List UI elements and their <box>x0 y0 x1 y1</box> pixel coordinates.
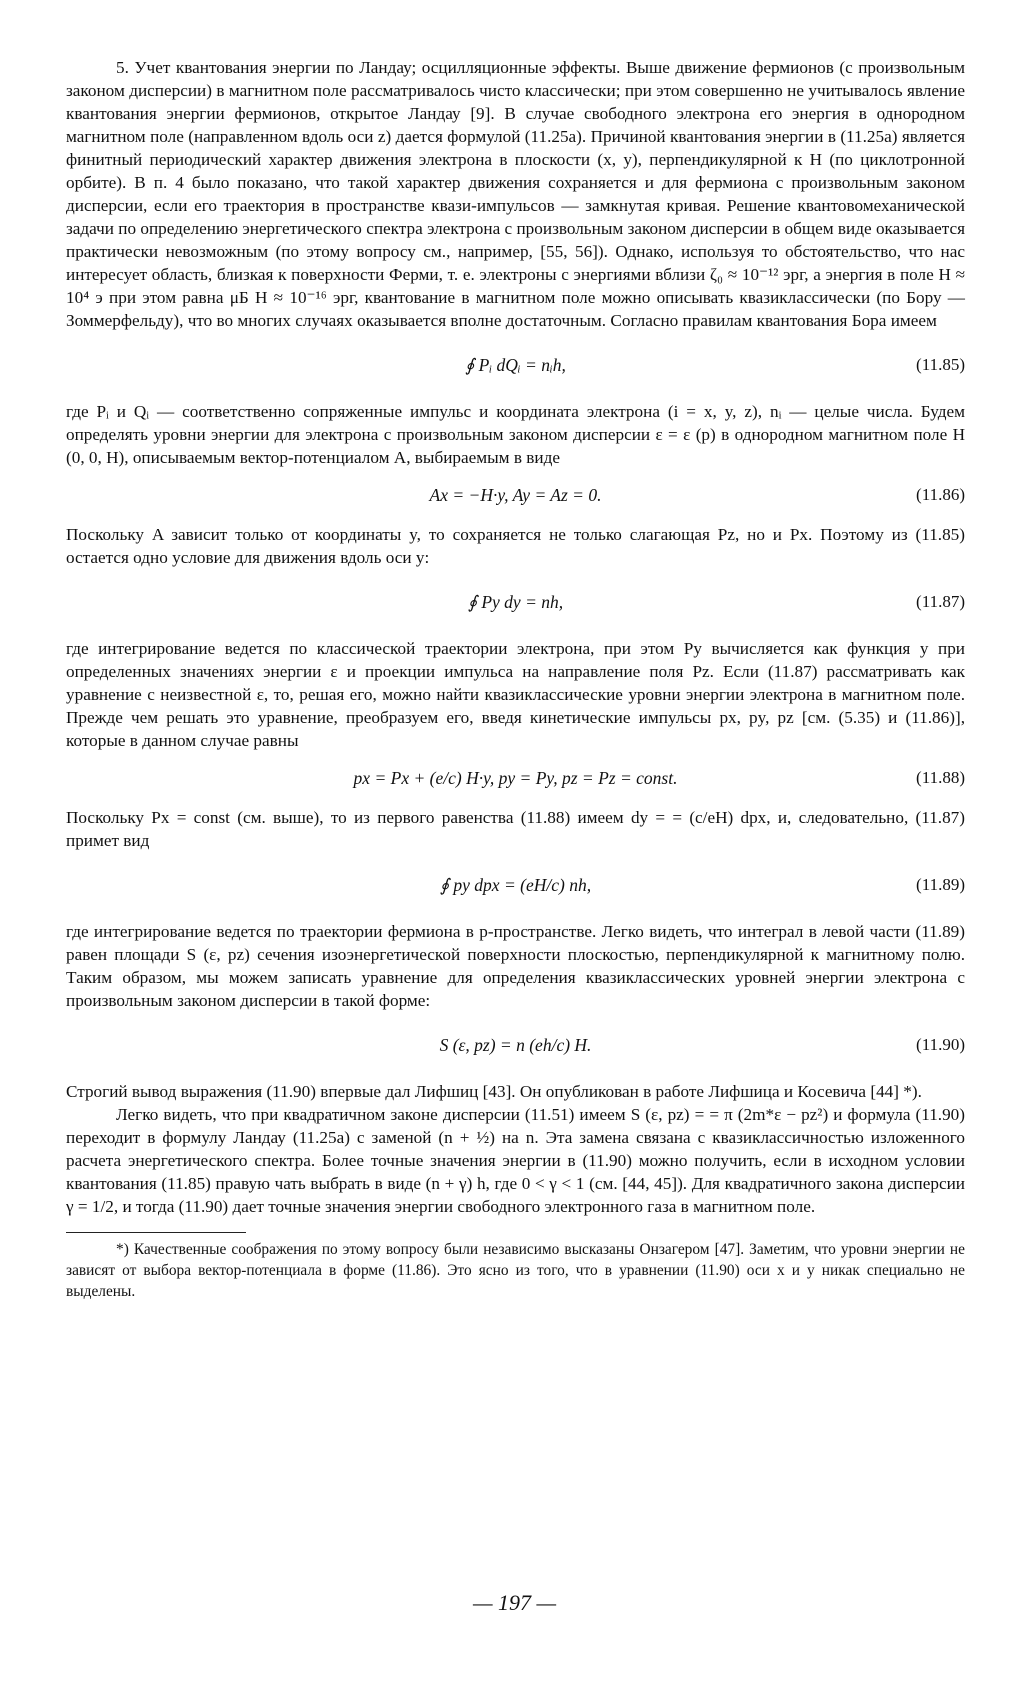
equation-11-86 <box>66 475 965 515</box>
equation-number: (11.86) <box>916 485 965 504</box>
paragraph-quadratic-dispersion: Легко видеть, что при квадратичном законе дисперсии (11.51) имеем S (ε, pz) = = π (2m*ε − pz²) и формула (11.90) переходит в формулу Ландау (11.25а) с заменой (n + ½) на n. Эта замена связана с квазиклассичностью изложенного расчета энергетического спектра. Более точные значения энергии в (11.90) можно получить, если в исходном условии квантования (11.85) правую чать выбрать в виде (n + γ) h, где 0 < γ < 1 (см. [44, 45]). Для квадратичного закона дисперсии γ = 1/2, и тогда (11.90) дает точные значения энергии свободного электронного газа в магнитном поле. <box>66 1105 965 1216</box>
equation-formula: Ax = −H·y, Ay = Az = 0. <box>429 485 602 505</box>
paragraph-classical-trajectory: где интегрирование ведется по классической траектории электрона, при этом Py вычисляется как функция y при определенных значениях энергии ε и проекции импульса на направление поля Pz. Если (11.87) рассматривать как уравнение с неизвестной ε, то, решая его, можно найти квазиклассические уровни энергии электрона в магнитном поле. Прежде чем решать это уравнение, преобразуем его, введя кинетические импульсы px, py, pz [см. (5.35) и (11.86)], которые в данном случае равны <box>66 639 965 750</box>
equation-11-89 <box>66 858 965 912</box>
equation-number: (11.88) <box>916 768 965 787</box>
equation-11-87 <box>66 575 965 629</box>
equation-formula: S (ε, pz) = n (eh/c) H. <box>439 1035 592 1055</box>
equation-formula: ∮ Py dy = nh, <box>467 592 564 612</box>
equation-number: (11.89) <box>916 875 965 894</box>
paragraph-landau-quantization: 5. Учет квантования энергии по Ландау; осцилляционные эффекты. Выше движение фермионов (с произвольным законом дисперсии) в магнитном поле рассматривалось чисто классически; при этом совершенно не учитывалось явление квантования энергии фермионов, открытое Ландау [9]. В случае свободного электрона его энергия в однородном магнитном поле (направленном вдоль оси z) дается формулой (11.25а). Причиной квантования энергии в (11.25а) является финитный периодический характер движения электрона в плоскости (x, y), перпендикулярной к H (по циклотронной орбите). В п. 4 было показано, что такой характер движения сохраняется и для фермиона с произвольным законом дисперсии, если его траектория в пространстве квази-импульсов — замкнутая кривая. Решение квантовомеханической задачи по определению энергетического спектра электрона с произвольным законом дисперсии в общем виде оказывается практически невозможным (по этому вопросу см., например, [55, 56]). Однако, используя то обстоятельство, что нас интересует область, близкая к поверхности Ферми, т. е. электроны с энергиями вблизи ζ₀ ≈ 10⁻¹² эрг, а энергия в поле H ≈ 10⁴ э при этом равна μБ H ≈ 10⁻¹⁶ эрг, квантование в магнитном поле можно описывать квазиклассически (по Бору — Зоммерфельду), что во многих случаях оказывается вполне достаточным. Согласно правилам квантования Бора имеем <box>66 58 965 330</box>
paragraph-lifshitz: Строгий вывод выражения (11.90) впервые дал Лифшиц [43]. Он опубликован в работе Лифшица и Косевича [44] *). <box>66 1082 922 1101</box>
equation-number: (11.90) <box>916 1035 965 1054</box>
equation-11-88 <box>66 758 965 798</box>
footnote: *) Качественные соображения по этому вопросу были независимо высказаны Онзагером [47]. Заметим, что уровни энергии не зависят от выбора вектор-потенциала в форме (11.86). Это ясно из того, что в уравнении (11.90) оси x и y никак специально не выделены. <box>66 1241 965 1300</box>
paragraph-area-cross-section: где интегрирование ведется по траектории фермиона в p-пространстве. Легко видеть, что интеграл в левой части (11.89) равен площади S (ε, pz) сечения изоэнергетической поверхности плоскостью, перпендикулярной к магнитному полю. Таким образом, мы можем записать уравнение для определения квазиклассических уровней энергии электрона с произвольным законом дисперсии в такой форме: <box>66 922 965 1010</box>
equation-formula: ∮ Pᵢ dQᵢ = nᵢh, <box>465 355 566 375</box>
paragraph-first-equality: Поскольку Px = const (см. выше), то из первого равенства (11.88) имеем dy = = (c/eH) dpx, и, следовательно, (11.87) примет вид <box>66 808 965 850</box>
page-number: — 197 — <box>472 1590 557 1615</box>
equation-number: (11.85) <box>916 355 965 374</box>
paragraph-vector-potential: Поскольку A зависит только от координаты y, то сохраняется не только слагающая Pz, но и Px. Поэтому из (11.85) остается одно условие для движения вдоль оси y: <box>66 525 965 567</box>
paragraph-conjugate-momenta: где Pᵢ и Qᵢ — соответственно сопряженные импульс и координата электрона (i = x, y, z), nᵢ — целые числа. Будем определять уровни энергии для электрона с произвольным законом дисперсии ε = ε (p) в однородном магнитном поле H (0, 0, H), описываемым вектор-потенциалом A, выбираемым в виде <box>66 402 965 467</box>
footnote-divider <box>66 1232 246 1233</box>
equation-11-85 <box>66 338 965 392</box>
equation-formula: px = Px + (e/c) H·y, py = Py, pz = Pz = const. <box>353 768 678 788</box>
equation-formula: ∮ py dpx = (eH/c) nh, <box>439 875 592 895</box>
equation-11-90 <box>66 1018 965 1072</box>
equation-number: (11.87) <box>916 592 965 611</box>
